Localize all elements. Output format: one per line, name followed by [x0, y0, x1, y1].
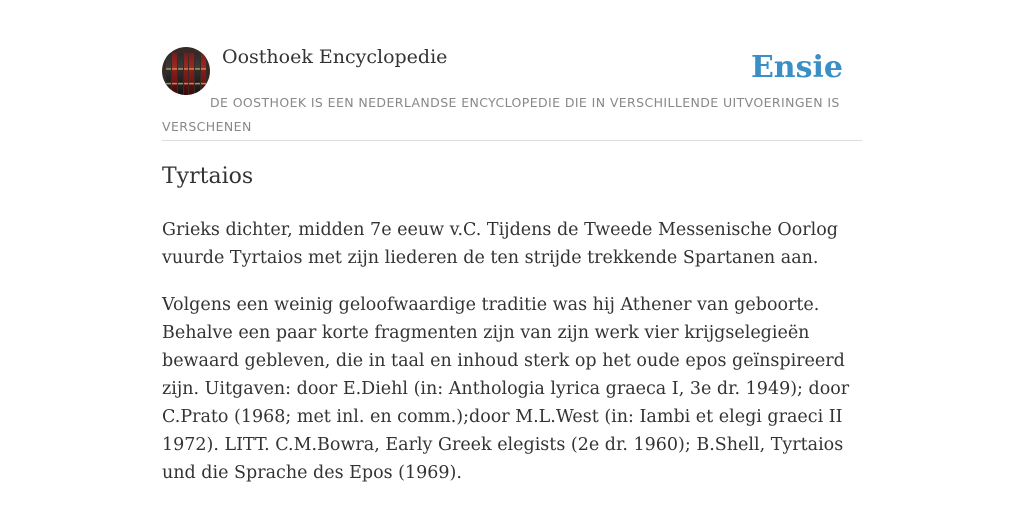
- site-tagline: DE OOSTHOEK IS EEN NEDERLANDSE ENCYCLOPEDIE DIE IN VERSCHILLENDE UITVOERINGEN IS VERSCHENEN: [162, 95, 840, 134]
- book-spine: [172, 53, 177, 95]
- book-spine: [195, 53, 200, 95]
- book-spine: [166, 53, 171, 95]
- brand-logo-link[interactable]: Ensie: [750, 50, 843, 85]
- book-spine: [201, 53, 206, 95]
- encyclopedia-books-icon[interactable]: [162, 47, 210, 95]
- avatar-image: [162, 47, 210, 95]
- book-spine: [178, 53, 183, 95]
- article-paragraph-2: Volgens een weinig geloofwaardige traditie was hij Athener van geboorte. Behalve een paar korte fragmenten zijn van zijn werk vier krijgselegieën bewaard gebleven, die in taal en inhoud sterk op het oude epos geïnspireerd zijn. Uitgaven: door E.Diehl (in: Anthologia lyrica graeca I, 3e dr. 1949); door C.Prato (1968; met inl. en comm.);door M.L.West (in: Iambi et elegi graeci II 1972). LITT. C.M.Bowra, Early Greek elegists (2e dr. 1960); B.Shell, Tyrtaios und die Sprache des Epos (1969).: [162, 295, 850, 483]
- article-title: Tyrtaios: [162, 164, 254, 189]
- article-paragraph-1: Grieks dichter, midden 7e eeuw v.C. Tijdens de Tweede Messenische Oorlog vuurde Tyrtaios met zijn liederen de ten strijde trekkende Spartanen aan.: [162, 220, 838, 268]
- header: [162, 0, 862, 141]
- book-spine: [184, 53, 189, 95]
- book-spine: [189, 53, 194, 95]
- site-title-link[interactable]: Oosthoek Encyclopedie: [222, 46, 448, 68]
- page-container: [162, 0, 862, 483]
